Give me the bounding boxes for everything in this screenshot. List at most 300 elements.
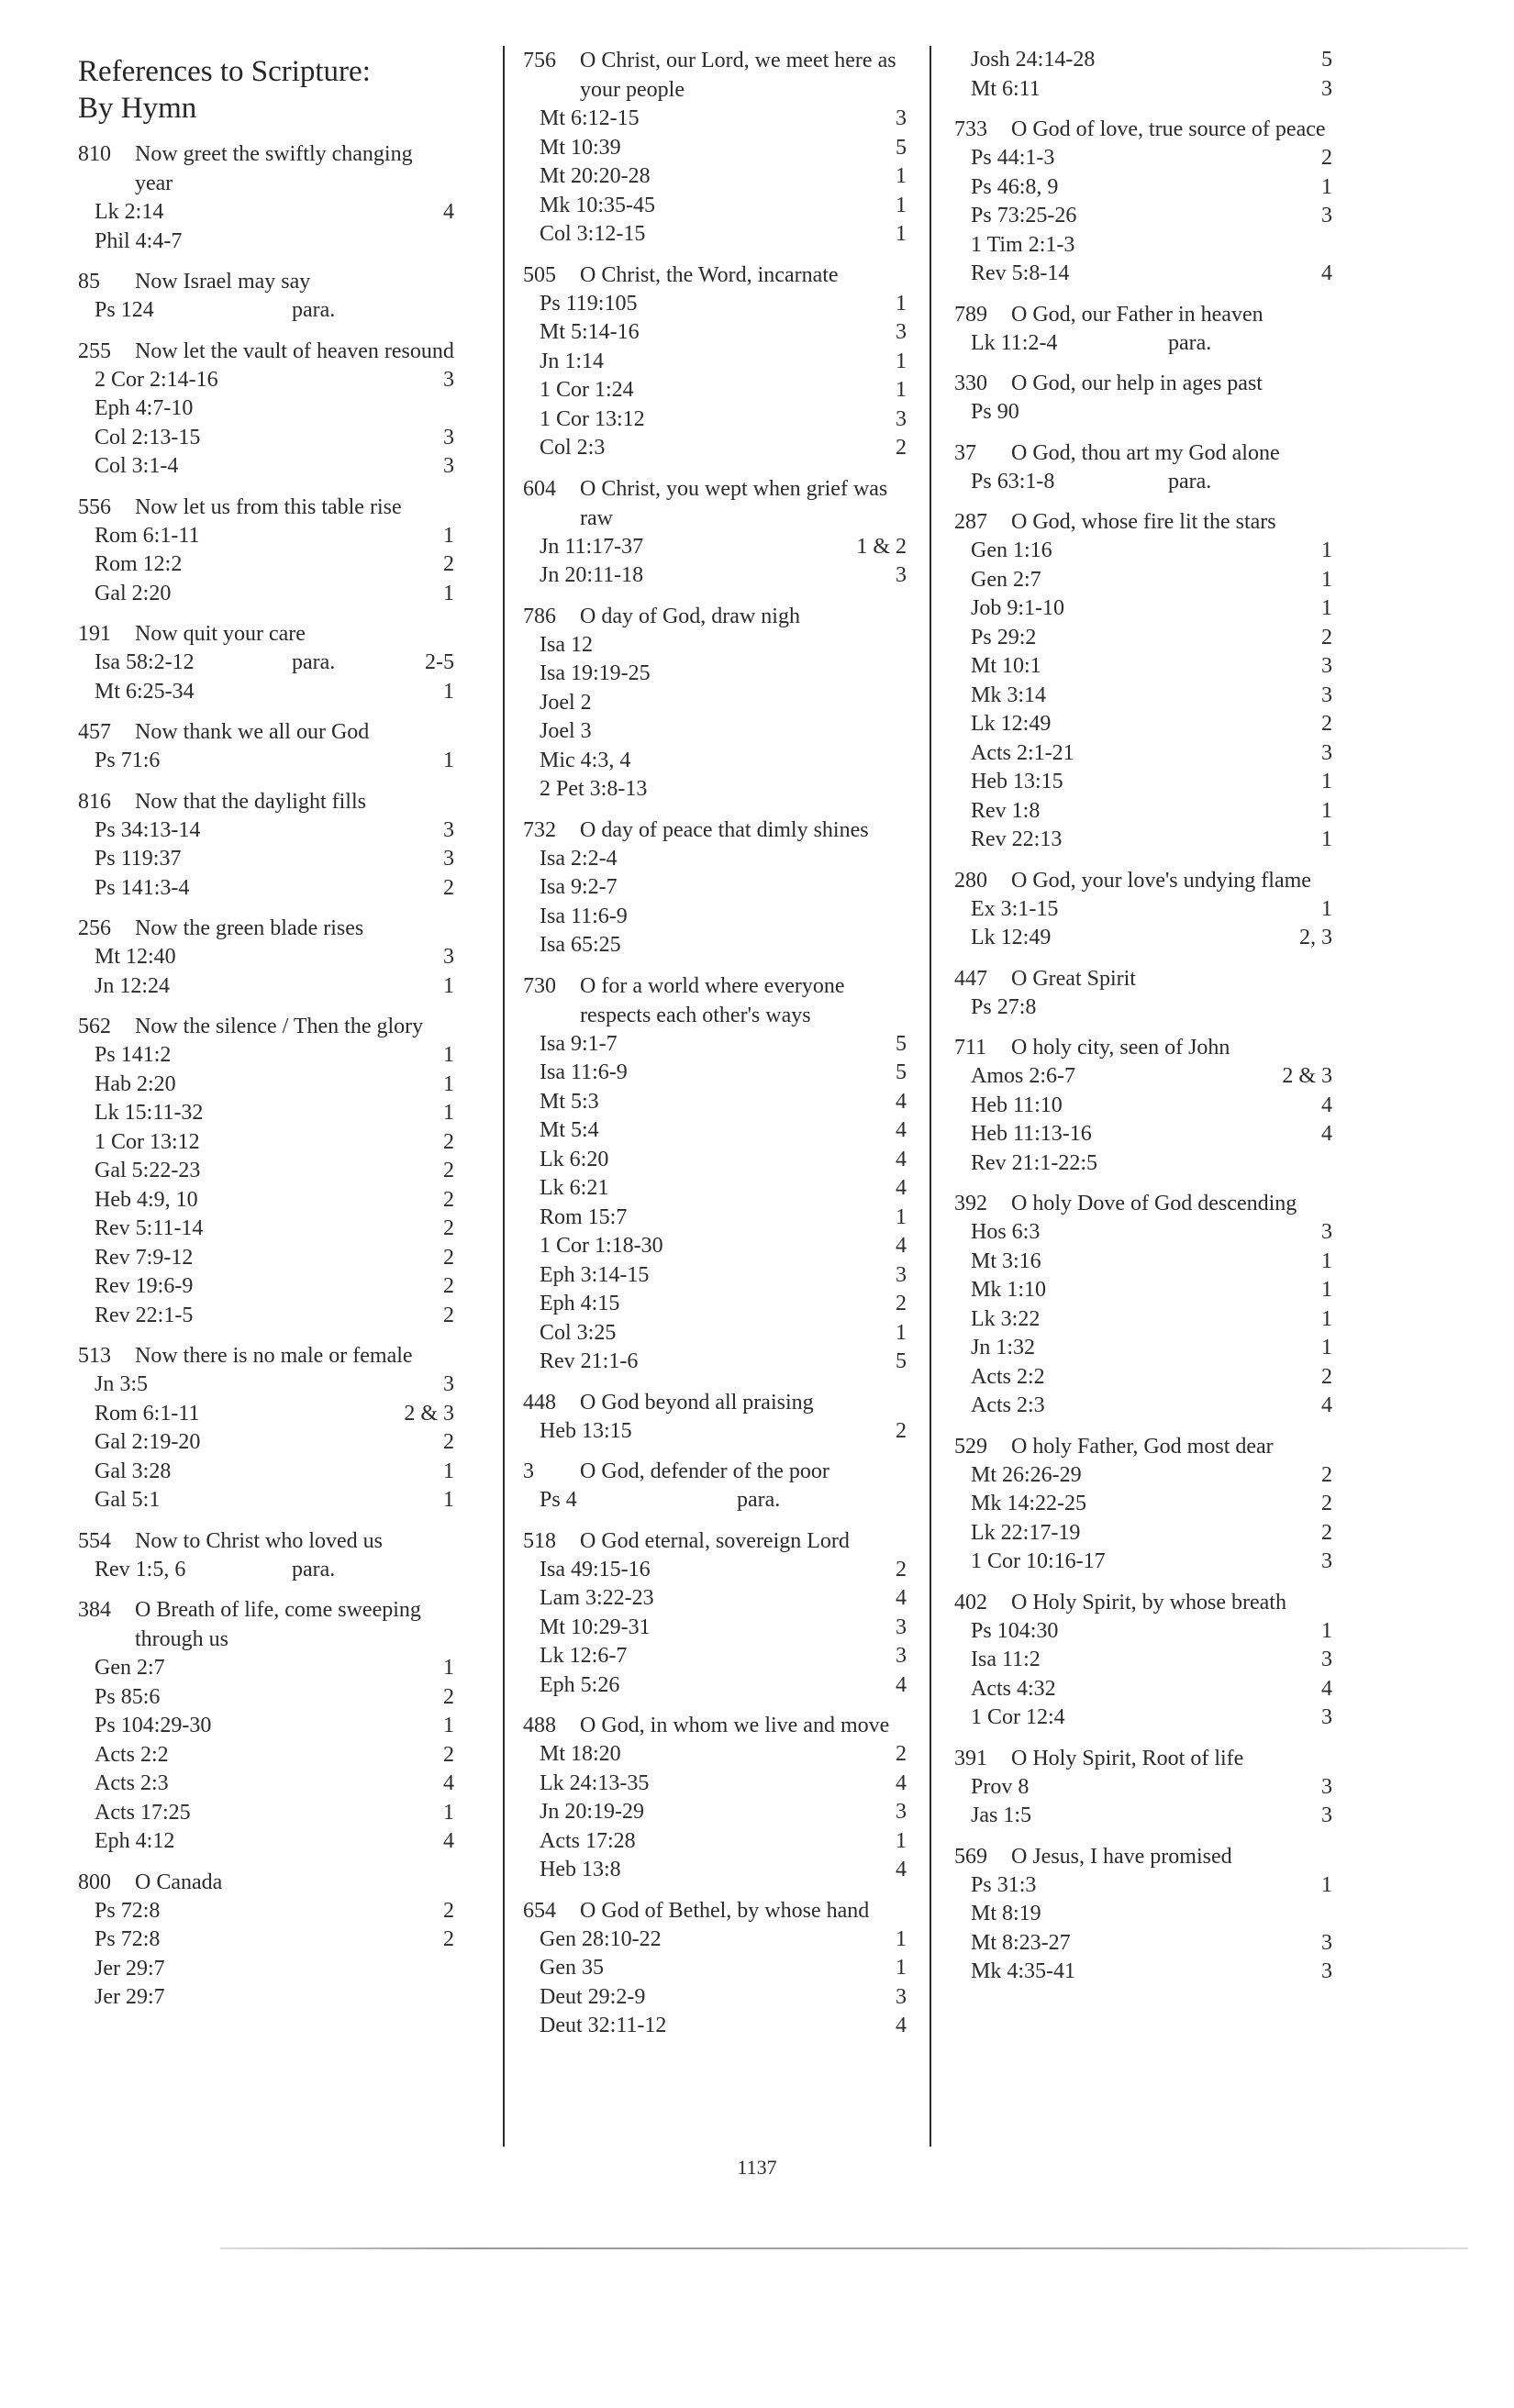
- paraphrase-note: [737, 1059, 842, 1088]
- paraphrase-note: [1168, 624, 1268, 653]
- paraphrase-note: [292, 1925, 390, 1955]
- scripture-reference: [954, 826, 1332, 855]
- verse-number: [842, 931, 907, 960]
- reference-text: Ps 141:3-4: [95, 875, 190, 900]
- hymn-entry: [523, 46, 907, 250]
- heading-line-2: By Hymn: [78, 92, 197, 125]
- reference-text: Ps 85:6: [95, 1684, 161, 1709]
- scripture-reference: [523, 1798, 907, 1827]
- scripture-reference: [78, 874, 454, 904]
- hymn-heading: [78, 267, 454, 296]
- reference-text: Ps 104:29-30: [95, 1714, 212, 1737]
- scripture-reference: [78, 1244, 454, 1273]
- hymn-number: 256: [78, 916, 111, 940]
- hymn-title: O day of peace that dimly shines: [580, 817, 869, 842]
- verse-number: 2: [443, 1742, 454, 1767]
- reference-text: Mt 6:12-15: [540, 106, 640, 130]
- paraphrase-note: [292, 1186, 390, 1215]
- hymn-heading: [954, 507, 1332, 537]
- hymn-number: 786: [523, 604, 556, 628]
- scripture-reference: [954, 1871, 1332, 1901]
- verse-number: 2: [896, 1292, 907, 1315]
- hymn-entry: [523, 1896, 907, 2041]
- reference-text: 1 Cor 13:12: [540, 406, 645, 431]
- hymn-title: O holy Father, God most dear: [1011, 1434, 1274, 1459]
- reference-text: Col 2:13-15: [95, 425, 201, 449]
- hymn-title: O God, our Father in heaven: [1011, 302, 1264, 327]
- verse-number: 1: [896, 193, 907, 217]
- hymn-entry: [523, 474, 907, 591]
- paraphrase-note: [737, 376, 842, 405]
- verse-number: 1: [896, 1926, 907, 1951]
- verse-number: 2: [443, 1430, 454, 1454]
- hymn-heading: [523, 1711, 907, 1740]
- hymn-title: O holy Dove of God descending: [1011, 1192, 1297, 1215]
- paraphrase-note: [737, 318, 842, 348]
- verse-number: 3: [1321, 1959, 1332, 1983]
- hymn-number: 604: [523, 476, 556, 501]
- verse-number: 1: [1321, 798, 1332, 823]
- verse-number: [1268, 231, 1332, 261]
- scripture-reference: [523, 1827, 907, 1857]
- reference-text: Gen 35: [540, 1956, 604, 1980]
- hymn-title: O Great Spirit: [1011, 966, 1136, 991]
- paraphrase-note: [1168, 1773, 1268, 1803]
- verse-number: 1: [1321, 538, 1332, 562]
- paraphrase-note: [737, 1770, 842, 1799]
- hymn-entry: [954, 1842, 1332, 1987]
- reference-text: Heb 11:10: [971, 1093, 1063, 1117]
- verse-number: 1: [1321, 770, 1332, 793]
- scripture-reference: [523, 1319, 907, 1348]
- verse-number: [1268, 993, 1332, 1023]
- verse-number: 1: [1321, 827, 1332, 851]
- hymn-number: 448: [523, 1390, 556, 1415]
- reference-text: Lk 22:17-19: [971, 1520, 1081, 1545]
- paraphrase-note: [1168, 652, 1268, 682]
- hymn-heading: [523, 971, 907, 1030]
- reference-text: Mk 3:14: [971, 682, 1047, 707]
- verse-number: 3: [896, 320, 907, 344]
- hymn-heading: [78, 493, 454, 522]
- paraphrase-note: para.: [1168, 469, 1212, 494]
- reference-text: Jn 1:32: [971, 1336, 1036, 1359]
- reference-text: Isa 11:2: [971, 1648, 1041, 1671]
- scripture-reference: [78, 1157, 454, 1186]
- reference-text: Mt 6:11: [971, 76, 1041, 101]
- reference-text: Ps 90: [971, 400, 1019, 424]
- verse-number: 3: [896, 1644, 907, 1668]
- paraphrase-note: [737, 1030, 842, 1060]
- hymn-title: O God, defender of the poor: [580, 1459, 829, 1483]
- reference-text: Rom 6:1-11: [95, 523, 200, 548]
- scripture-reference: [78, 366, 454, 395]
- scripture-reference: [78, 1458, 454, 1487]
- hymn-heading: [523, 46, 907, 105]
- verse-number: 3: [896, 1615, 907, 1639]
- scripture-reference: [78, 580, 454, 609]
- hymn-heading: [78, 914, 454, 943]
- paraphrase-note: [292, 1712, 390, 1741]
- hymn-number: 287: [954, 510, 987, 534]
- paraphrase-note: [737, 1856, 842, 1885]
- hymn-title: Now quit your care: [135, 622, 306, 646]
- paraphrase-note: [1168, 1248, 1268, 1277]
- paraphrase-note: [737, 405, 842, 435]
- scripture-reference: [78, 1712, 454, 1741]
- paraphrase-note: [1168, 1461, 1268, 1491]
- paraphrase-note: [737, 1088, 842, 1117]
- verse-number: 2: [1321, 712, 1332, 736]
- verse-number: 1: [443, 1656, 454, 1680]
- paraphrase-note: [1168, 739, 1268, 769]
- scripture-reference: [78, 227, 454, 257]
- scripture-reference: [78, 1370, 454, 1400]
- column-divider-1: [503, 46, 505, 2147]
- reference-text: Ex 3:1-15: [971, 896, 1059, 921]
- hymn-number: 529: [954, 1434, 987, 1459]
- reference-text: Eph 4:15: [540, 1292, 620, 1315]
- scripture-reference: [523, 845, 907, 874]
- scripture-reference: [954, 1802, 1332, 1831]
- scripture-reference: [523, 1770, 907, 1799]
- reference-text: 1 Cor 13:12: [95, 1129, 200, 1154]
- hymn-entry: [523, 816, 907, 960]
- verse-number: 3: [896, 1262, 907, 1287]
- verse-number: [390, 227, 454, 257]
- scripture-reference: [523, 1486, 907, 1515]
- reference-text: Col 3:25: [540, 1320, 617, 1345]
- verse-number: 2: [1321, 146, 1332, 170]
- paraphrase-note: [292, 424, 390, 453]
- hymn-entry: [954, 1189, 1332, 1421]
- scripture-reference: [954, 1900, 1332, 1929]
- scripture-reference: [954, 1490, 1332, 1519]
- reference-text: Lk 2:14: [95, 200, 164, 224]
- reference-text: Ps 124: [95, 298, 154, 322]
- scripture-reference: [523, 162, 907, 192]
- paraphrase-note: [1168, 1276, 1268, 1305]
- scripture-reference: [78, 550, 454, 580]
- hymn-entry: [78, 787, 454, 904]
- verse-number: 1 & 2: [856, 534, 907, 559]
- hymn-number: 391: [954, 1746, 987, 1770]
- paraphrase-note: [1168, 1958, 1268, 1987]
- scripture-reference: [954, 924, 1332, 953]
- paraphrase-note: [1168, 1802, 1268, 1831]
- hymn-title: Now the silence / Then the glory: [135, 1015, 424, 1038]
- hymn-entry: [78, 337, 454, 482]
- reference-text: Heb 4:9, 10: [95, 1187, 198, 1212]
- hymn-heading: [954, 300, 1332, 329]
- hymn-number: 733: [954, 117, 987, 141]
- scripture-reference: [523, 1954, 907, 1983]
- verse-number: 1: [443, 1488, 454, 1512]
- paraphrase-note: para.: [292, 650, 336, 674]
- hymn-title: Now that the daylight fills: [135, 789, 366, 814]
- reference-text: Lk 3:22: [971, 1306, 1041, 1331]
- reference-text: Col 3:12-15: [540, 222, 646, 246]
- reference-text: Mt 5:4: [540, 1118, 599, 1142]
- paraphrase-note: [1168, 1675, 1268, 1704]
- scripture-reference: [954, 1149, 1332, 1179]
- verse-number: 3: [896, 1800, 907, 1824]
- reference-text: Ps 31:3: [971, 1872, 1037, 1897]
- verse-number: 4: [896, 1176, 907, 1200]
- paraphrase-note: [1168, 1871, 1268, 1901]
- paraphrase-note: [1168, 144, 1268, 173]
- scripture-reference: [954, 1958, 1332, 1987]
- reference-text: Mt 12:40: [95, 945, 176, 969]
- reference-text: Ps 72:8: [95, 1898, 161, 1923]
- reference-text: Mt 5:3: [540, 1089, 599, 1114]
- paraphrase-note: [1168, 1363, 1268, 1393]
- hymn-entry: [78, 267, 454, 326]
- hymn-title: Now let us from this table rise: [135, 494, 402, 519]
- scripture-reference: [954, 1773, 1332, 1803]
- hymn-heading: [78, 1595, 454, 1654]
- hymn-title: Now let the vault of heaven resound: [135, 338, 454, 363]
- reference-text: Mt 26:26-29: [971, 1462, 1082, 1487]
- paraphrase-note: [1168, 594, 1268, 624]
- paraphrase-note: [292, 1827, 390, 1857]
- scripture-reference: [954, 1548, 1332, 1577]
- verse-number: 3: [896, 563, 907, 587]
- scripture-reference: [78, 394, 454, 424]
- paraphrase-note: [737, 1319, 842, 1348]
- scripture-reference: [523, 1417, 907, 1447]
- paraphrase-note: [737, 1348, 842, 1377]
- scripture-reference: [78, 424, 454, 453]
- verse-number: 3: [1321, 682, 1332, 707]
- reference-text: Mt 3:16: [971, 1248, 1041, 1273]
- scripture-reference: [954, 1276, 1332, 1305]
- hymn-number: 554: [78, 1528, 111, 1553]
- reference-text: Jn 1:14: [540, 349, 605, 373]
- verse-number: 2: [443, 1159, 454, 1182]
- reference-text: Acts 2:3: [971, 1393, 1045, 1417]
- paraphrase-note: [1168, 398, 1268, 427]
- reference-text: Mt 20:20-28: [540, 164, 651, 188]
- verse-number: 1: [443, 523, 454, 548]
- hymn-heading: [78, 619, 454, 649]
- scripture-reference: [954, 797, 1332, 827]
- reference-text: Eph 3:14-15: [540, 1262, 650, 1287]
- paraphrase-note: [737, 1983, 842, 2013]
- paraphrase-note: [1168, 1646, 1268, 1675]
- hymn-heading: [78, 1012, 454, 1041]
- paraphrase-note: para.: [292, 1557, 336, 1581]
- scripture-reference: [954, 1218, 1332, 1248]
- reference-text: Jer 29:7: [95, 1956, 165, 1981]
- hymn-number: 457: [78, 720, 111, 744]
- hymn-heading: [523, 816, 907, 845]
- verse-number: 4: [1321, 1676, 1332, 1701]
- heading-line-1: References to Scripture:: [78, 55, 371, 88]
- verse-number: 2, 3: [1299, 926, 1332, 949]
- reference-text: Rev 5:8-14: [971, 261, 1070, 285]
- reference-text: Phil 4:4-7: [95, 228, 183, 253]
- reference-text: Rev 7:9-12: [95, 1245, 194, 1270]
- reference-text: Ps 71:6: [95, 749, 161, 772]
- hymn-heading: [954, 964, 1332, 993]
- paraphrase-note: [292, 1302, 390, 1331]
- hymn-number: 505: [523, 262, 556, 287]
- paraphrase-note: [737, 931, 842, 960]
- verse-number: 5: [896, 135, 907, 160]
- verse-number: 1: [443, 1043, 454, 1067]
- verse-number: 1: [443, 1101, 454, 1125]
- verse-number: 3: [443, 454, 454, 478]
- reference-text: Job 9:1-10: [971, 596, 1064, 620]
- hymn-entry: [523, 1711, 907, 1885]
- reference-text: Deut 32:11-12: [540, 2014, 667, 2037]
- paraphrase-note: [1168, 1218, 1268, 1248]
- paraphrase-note: [1168, 1929, 1268, 1959]
- hymn-heading: [523, 474, 907, 533]
- paraphrase-note: [737, 689, 842, 718]
- hymn-heading: [78, 337, 454, 366]
- hymn-heading: [523, 1526, 907, 1556]
- reference-text: Heb 13:8: [540, 1858, 621, 1881]
- reference-text: Isa 58:2-12: [95, 650, 195, 674]
- column-1: [78, 46, 454, 2024]
- paraphrase-note: [737, 1417, 842, 1447]
- reference-text: Ps 46:8, 9: [971, 174, 1059, 199]
- scripture-reference: [523, 1174, 907, 1204]
- reference-text: Ps 63:1-8: [971, 469, 1055, 494]
- hymn-title: O Holy Spirit, Root of life: [1011, 1746, 1244, 1770]
- paraphrase-note: [292, 1770, 390, 1799]
- scripture-reference: [78, 1827, 454, 1857]
- verse-number: 1: [896, 378, 907, 402]
- scripture-reference: [78, 1041, 454, 1071]
- verse-number: 5: [896, 1060, 907, 1084]
- hymn-heading: [523, 261, 907, 290]
- hymn-number: 191: [78, 622, 111, 646]
- hymn-number: 488: [523, 1714, 556, 1737]
- scripture-reference: [523, 318, 907, 348]
- reference-text: Hab 2:20: [95, 1071, 176, 1096]
- reference-text: Ps 4: [540, 1488, 577, 1512]
- verse-number: [390, 296, 454, 326]
- reference-text: Jas 1:5: [971, 1803, 1031, 1827]
- scripture-reference: [78, 1556, 454, 1585]
- hymn-entry: [523, 971, 907, 1377]
- paraphrase-note: [1168, 202, 1268, 231]
- scripture-reference: [78, 1983, 454, 2013]
- verse-number: 4: [896, 1770, 907, 1795]
- scripture-reference: [954, 652, 1332, 682]
- reference-text: Isa 9:1-7: [540, 1031, 618, 1056]
- reference-text: 1 Cor 10:16-17: [971, 1549, 1106, 1573]
- verse-number: 1: [896, 291, 907, 316]
- reference-text: Rev 22:13: [971, 827, 1063, 851]
- hymn-title: Now the green blade rises: [135, 916, 364, 940]
- paraphrase-note: [1168, 797, 1268, 827]
- verse-number: 1: [443, 679, 454, 704]
- hymn-heading: [954, 438, 1332, 468]
- scripture-reference: [523, 1614, 907, 1643]
- reference-text: 1 Tim 2:1-3: [971, 232, 1075, 257]
- reference-text: Mt 10:39: [540, 135, 621, 160]
- reference-text: 1 Cor 1:24: [540, 378, 634, 402]
- verse-number: 4: [896, 1147, 907, 1171]
- reference-text: Rom 12:2: [95, 552, 183, 576]
- scripture-reference: [78, 296, 454, 326]
- paraphrase-note: [1168, 1392, 1268, 1421]
- scripture-reference: [78, 1925, 454, 1955]
- reference-text: 1 Cor 1:18-30: [540, 1234, 663, 1258]
- scripture-reference: [954, 1646, 1332, 1675]
- scripture-reference: [954, 75, 1332, 105]
- reference-text: Heb 13:15: [540, 1418, 632, 1443]
- column-divider-2: [930, 46, 931, 2147]
- reference-text: Ps 27:8: [971, 994, 1037, 1019]
- scripture-reference: [954, 144, 1332, 173]
- paraphrase-note: [737, 1232, 842, 1261]
- paraphrase-note: [292, 522, 390, 551]
- paraphrase-note: [292, 1215, 390, 1244]
- scripture-reference: [523, 405, 907, 435]
- reference-text: Joel 2: [540, 690, 592, 715]
- paraphrase-note: [292, 1099, 390, 1128]
- verse-number: 3: [1321, 76, 1332, 101]
- reference-text: Rom 6:1-11: [95, 1401, 200, 1426]
- verse-number: 1: [443, 581, 454, 605]
- hymn-heading: [523, 1388, 907, 1417]
- scripture-reference: [523, 1059, 907, 1088]
- verse-number: 2: [896, 1418, 907, 1443]
- paraphrase-note: [292, 1983, 390, 2013]
- verse-number: 4: [896, 1586, 907, 1610]
- scripture-reference: [78, 1741, 454, 1770]
- hymn-number: 800: [78, 1870, 111, 1894]
- paraphrase-note: [737, 1798, 842, 1827]
- scripture-reference: [954, 566, 1332, 595]
- reference-text: Jn 20:11-18: [540, 563, 644, 587]
- hymn-entry: [523, 1526, 907, 1701]
- paraphrase-note: [292, 580, 390, 609]
- verse-number: 1: [896, 1828, 907, 1853]
- scripture-reference: [523, 348, 907, 377]
- verse-number: 2: [443, 875, 454, 900]
- verse-number: 1: [896, 164, 907, 188]
- reference-text: Acts 2:2: [95, 1742, 169, 1767]
- hymn-entry: [523, 602, 907, 805]
- reference-text: Ps 141:2: [95, 1043, 172, 1067]
- verse-number: 2: [1321, 1520, 1332, 1545]
- verse-number: 3: [1321, 1803, 1332, 1827]
- paraphrase-note: [1168, 924, 1268, 953]
- scripture-reference: [954, 710, 1332, 739]
- paraphrase-note: [292, 1458, 390, 1487]
- paraphrase-note: [737, 1290, 842, 1319]
- paraphrase-note: para.: [1168, 330, 1212, 355]
- verse-number: 3: [443, 425, 454, 449]
- scripture-reference: [523, 873, 907, 903]
- verse-number: 1: [1321, 1872, 1332, 1897]
- paraphrase-note: [292, 1955, 390, 1984]
- verse-number: 1: [1321, 1618, 1332, 1643]
- paraphrase-note: [737, 1556, 842, 1585]
- hymn-number: 85: [78, 270, 100, 294]
- paraphrase-note: [737, 1584, 842, 1614]
- reference-text: Acts 17:28: [540, 1828, 636, 1853]
- hymn-title: O Holy Spirit, by whose breath: [1011, 1590, 1286, 1615]
- scripture-reference: [523, 376, 907, 405]
- verse-number: [842, 1486, 907, 1515]
